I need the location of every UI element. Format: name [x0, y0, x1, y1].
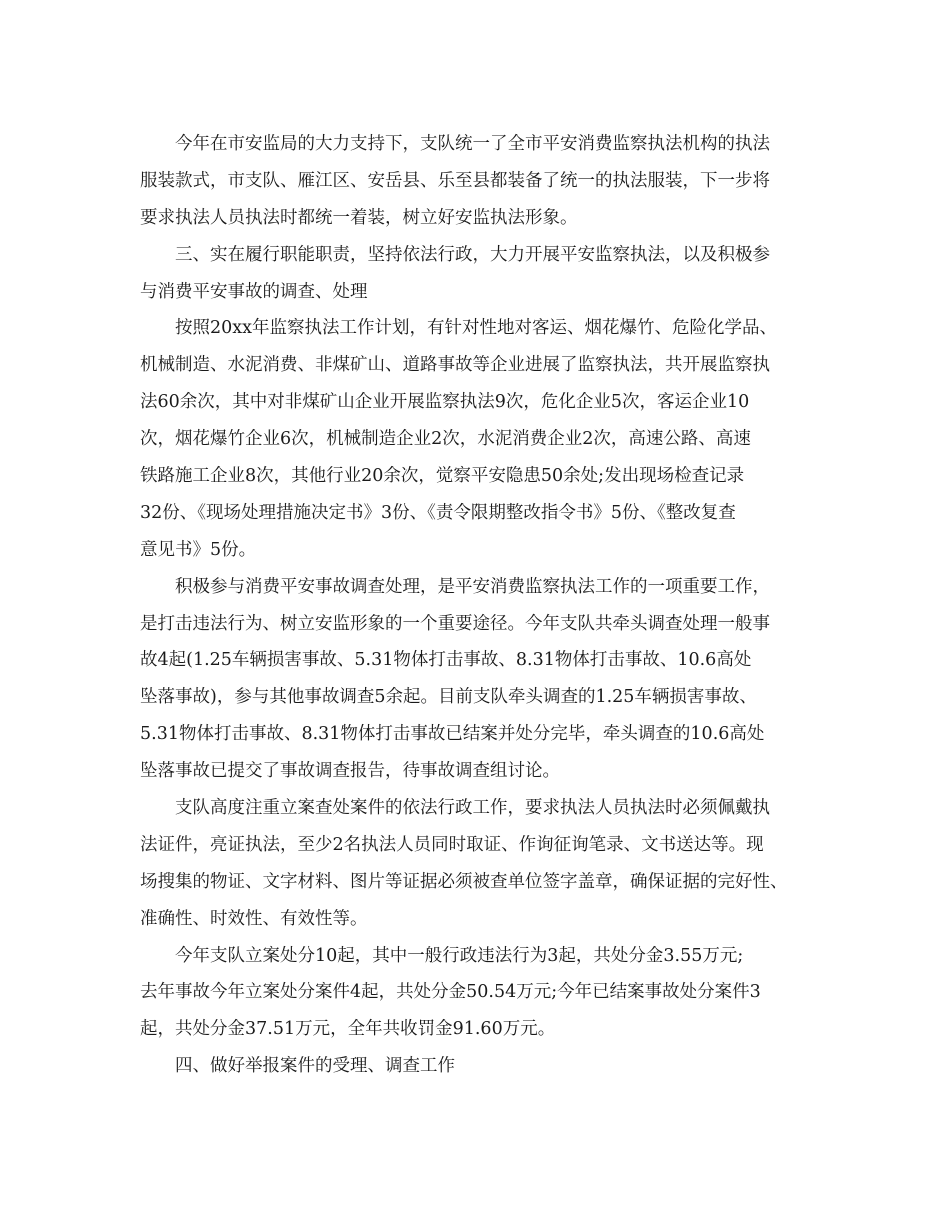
text-line: 意见书》5份。 [140, 539, 257, 560]
text-line: 起，共处分金37.51万元，全年共收罚金91.60万元。 [140, 1019, 556, 1040]
text-line: 四、做好举报案件的受理、调查工作 [175, 1056, 455, 1077]
text-line: 坠落事故已提交了事故调查报告，待事故调查组讨论。 [140, 761, 560, 782]
text-line: 32份、《现场处理措施决定书》3份、《责令限期整改指令书》5份、《整改复查 [140, 502, 736, 523]
document-body [140, 126, 830, 1085]
text-line: 是打击违法行为、树立安监形象的一个重要途径。今年支队共牵头调查处理一般事 [140, 613, 770, 634]
text-line: 坠落事故)，参与其他事故调查5余起。目前支队牵头调查的1.25车辆损害事故、 [140, 687, 757, 708]
text-line: 按照20xx年监察执法工作计划，有针对性地对客运、烟花爆竹、危险化学品、 [175, 318, 778, 339]
text-line: 故4起(1.25车辆损害事故、5.31物体打击事故、8.31物体打击事故、10.6高处 [140, 650, 752, 671]
text-line: 积极参与消费平安事故调查处理，是平安消费监察执法工作的一项重要工作， [175, 576, 770, 597]
text-line: 5.31物体打击事故、8.31物体打击事故已结案并处分完毕，牵头调查的10.6高处 [140, 724, 765, 745]
text-line: 服装款式，市支队、雁江区、安岳县、乐至县都装备了统一的执法服装，下一步将 [140, 170, 770, 191]
text-line: 准确性、时效性、有效性等。 [140, 908, 368, 929]
text-line: 法60余次，其中对非煤矿山企业开展监察执法9次，危化企业5次，客运企业10 [140, 392, 750, 413]
text-line: 今年支队立案处分10起，其中一般行政违法行为3起，共处分金3.55万元; [175, 945, 744, 966]
text-line: 支队高度注重立案查处案件的依法行政工作，要求执法人员执法时必须佩戴执 [175, 798, 770, 819]
text-line: 机械制造、水泥消费、非煤矿山、道路事故等企业进展了监察执法，共开展监察执 [140, 355, 770, 376]
text-line: 铁路施工企业8次，其他行业20余次，觉察平安隐患50余处;发出现场检查记录 [140, 466, 745, 487]
text-line: 场搜集的物证、文字材料、图片等证据必须被查单位签字盖章，确保证据的完好性、 [140, 871, 788, 892]
text-line: 今年在市安监局的大力支持下，支队统一了全市平安消费监察执法机构的执法 [175, 134, 770, 154]
text-line: 与消费平安事故的调查、处理 [140, 281, 368, 302]
text-line: 要求执法人员执法时都统一着装，树立好安监执法形象。 [140, 207, 578, 228]
text-line: 三、实在履行职能职责，坚持依法行政，大力开展平安监察执法，以及积极参 [175, 244, 770, 265]
text-line: 去年事故今年立案处分案件4起，共处分金50.54万元;今年已结案事故处分案件3 [140, 982, 761, 1003]
text-line: 次，烟花爆竹企业6次，机械制造企业2次，水泥消费企业2次，高速公路、高速 [140, 429, 751, 450]
text-line: 法证件，亮证执法，至少2名执法人员同时取证、作询征询笔录、文书送达等。现 [140, 834, 764, 855]
